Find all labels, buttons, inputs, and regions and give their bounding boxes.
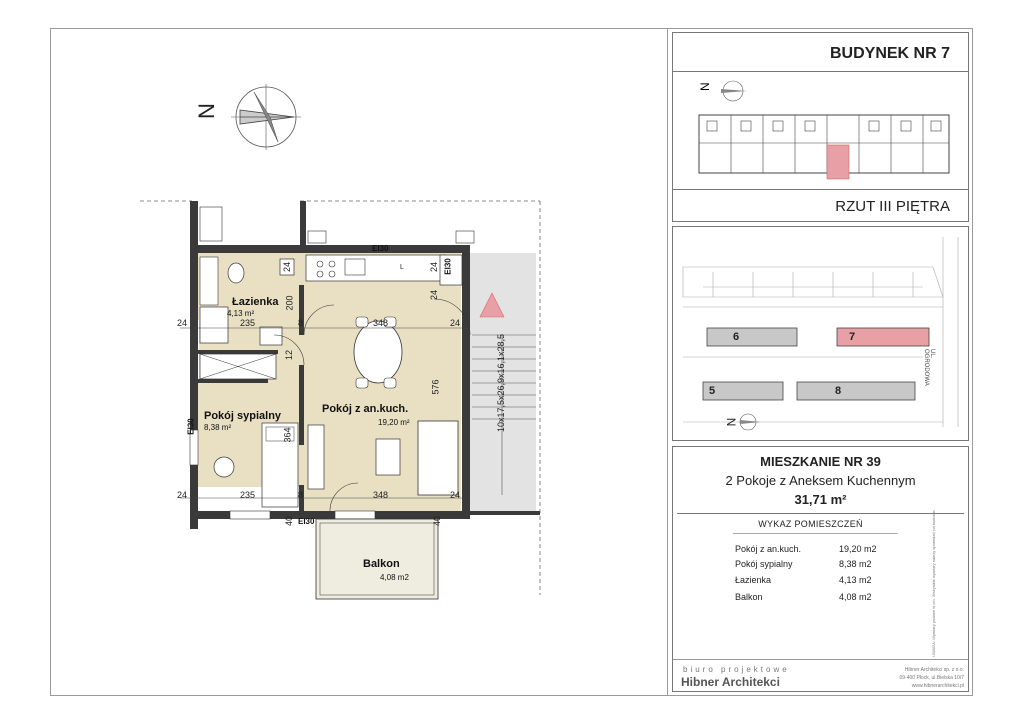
plan-drawing [140, 195, 550, 605]
dim-label: 24 [450, 318, 461, 328]
stairs-dim-label: 10x17,5x26,9x16,1x28,5 [496, 333, 507, 433]
svg-text:N: N [698, 82, 712, 91]
schedule-room-area: 8,38 m2 [839, 559, 872, 569]
street-label: UL. OGRODOWA [923, 349, 935, 386]
apartment-title: MIESZKANIE NR 39 [760, 454, 881, 469]
dim-label: 235 [240, 318, 256, 328]
apartment-type: 2 Pokoje z Aneksem Kuchennym [725, 473, 916, 488]
dim-label: 576 [430, 379, 441, 395]
site-plan-panel [672, 226, 969, 441]
firm-address-line: www.hibnerarchitekci.pl [911, 683, 964, 689]
dim-label: 8 [298, 318, 304, 328]
dim-label: 24 [429, 261, 440, 273]
schedule-room-name: Łazienka [735, 575, 772, 585]
bathroom-label: Łazienka [232, 296, 279, 308]
footer-rule [673, 659, 968, 660]
living-room-label: Pokój z an.kuch. [322, 403, 409, 415]
dim-label: 364 [282, 427, 293, 443]
site-building-7: 7 [849, 331, 856, 343]
bedroom-label: Pokój sypialny [204, 410, 282, 422]
dim-label: 24 [282, 261, 293, 273]
firm-note: UWAGA: Wymiary podane w cm. Wszystkie wymiary należy sprawdzić na budowie. [931, 509, 936, 657]
fire-rating-label: EI30 [186, 418, 196, 435]
dim-label: 235 [240, 490, 256, 500]
header-rule [673, 189, 968, 190]
dim-label: 348 [373, 490, 389, 500]
dim-label: 348 [373, 318, 389, 328]
schedule-room-name: Balkon [735, 592, 763, 602]
apartment-area: 31,71 m² [794, 492, 847, 507]
firm-address-line: 09-400 Płock, ul.Bielska 10/7 [899, 675, 964, 681]
firm-name: Hibner Architekci [681, 675, 780, 689]
fire-rating-label: EI30 [372, 244, 389, 253]
schedule-room-name: Pokój z an.kuch. [735, 544, 802, 554]
firm-address-line: Hibner Architekci sp. z o.o. [904, 667, 964, 673]
site-compass-letter: N [724, 417, 739, 427]
floor-label: RZUT III PIĘTRA [835, 198, 950, 215]
site-building-6: 6 [733, 331, 740, 343]
living-room-area: 19,20 m² [378, 418, 410, 427]
bedroom-area: 8,38 m² [204, 423, 232, 432]
schedule-room-area: 4,13 m2 [839, 575, 872, 585]
dim-label: 12 [284, 349, 295, 361]
dim-label: 200 [284, 295, 295, 311]
site-building-5: 5 [709, 385, 716, 397]
fridge-label: L [400, 264, 404, 271]
compass-letter: N [193, 103, 219, 119]
dim-label: 24 [450, 490, 461, 500]
building-title: BUDYNEK NR 7 [829, 45, 950, 62]
dim-label: 40 [284, 515, 295, 527]
dim-label: 24 [177, 318, 188, 328]
balcony-label: Balkon [363, 558, 400, 570]
dim-label: 40 [432, 515, 443, 527]
schedule-title: WYKAZ POMIESZCZEŃ [758, 519, 863, 529]
schedule-room-name: Pokój sypialny [735, 559, 793, 569]
building-key-panel [672, 32, 969, 222]
site-plan-drawing [673, 227, 969, 441]
bathroom-area: 4,13 m² [227, 309, 255, 318]
fire-rating-label: EI30 [443, 258, 453, 275]
apartment-info-panel [672, 446, 969, 692]
balcony-area: 4,08 m2 [380, 573, 409, 582]
schedule-rule [677, 513, 964, 514]
dim-label: 8 [298, 490, 304, 500]
dim-label: 24 [429, 289, 440, 301]
schedule-title-rule [733, 533, 898, 534]
schedule-room-area: 19,20 m2 [839, 544, 877, 554]
sheet-divider [667, 28, 668, 696]
header-rule [673, 71, 968, 72]
fire-rating-label: EI30 [298, 517, 315, 526]
firm-tagline: biuro projektowe [683, 665, 790, 674]
schedule-room-area: 4,08 m2 [839, 592, 872, 602]
site-building-8: 8 [835, 385, 842, 397]
building-keyplan [693, 75, 953, 193]
dim-label: 24 [177, 490, 188, 500]
